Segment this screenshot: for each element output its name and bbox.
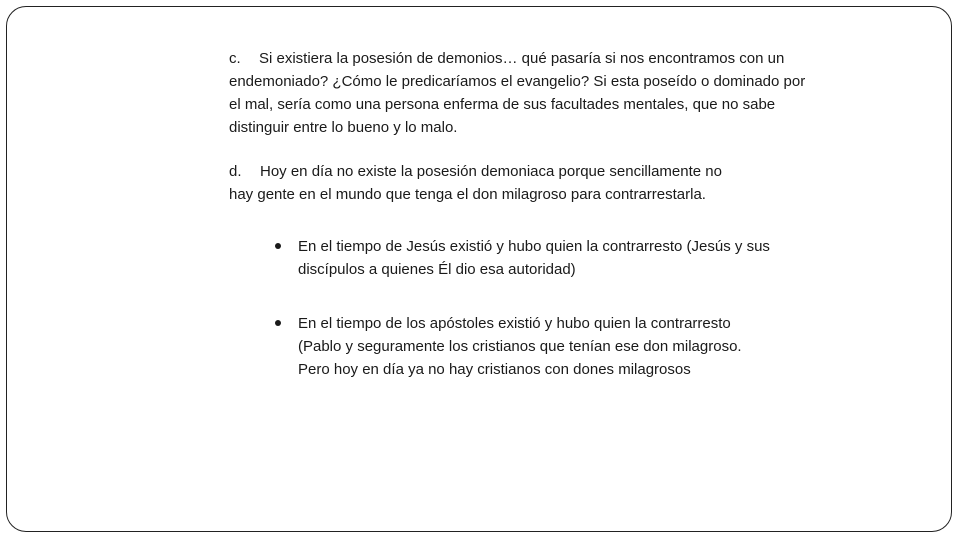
- bullet-text: En el tiempo de Jesús existió y hubo quien la contrarresto (Jesús y sus discípulos a quienes Él dio esa autoridad): [298, 238, 770, 278]
- slide-content: [229, 47, 829, 381]
- paragraph-c: [229, 47, 809, 139]
- paragraph-d-text: Hoy en día no existe la posesión demoniaca porque sencillamente no hay gente en el mundo que tenga el don milagroso para contrarrestarla.: [229, 163, 722, 203]
- bullet-item: [229, 235, 783, 281]
- bullet-text: En el tiempo de los apóstoles existió y hubo quien la contrarresto (Pablo y seguramente los cristianos que tenían ese don milagroso. Pero hoy en día ya no hay cristianos con dones milagrosos: [298, 315, 742, 378]
- bullet-list: [229, 235, 829, 381]
- paragraph-d: [229, 160, 749, 206]
- paragraph-c-label: c.: [229, 50, 241, 67]
- bullet-dot-icon: [275, 243, 281, 249]
- paragraph-c-text: Si existiera la posesión de demonios… qué pasaría si nos encontramos con un endemoniado? ¿Cómo le predicaríamos el evangelio? Si esta poseído o dominado por el mal, sería como una persona enferma de sus facultades mentales, que no sabe distinguir entre lo bueno y lo malo.: [229, 50, 806, 136]
- paragraph-d-label: d.: [229, 163, 242, 180]
- bullet-dot-icon: [275, 320, 281, 326]
- bullet-item: [229, 312, 746, 381]
